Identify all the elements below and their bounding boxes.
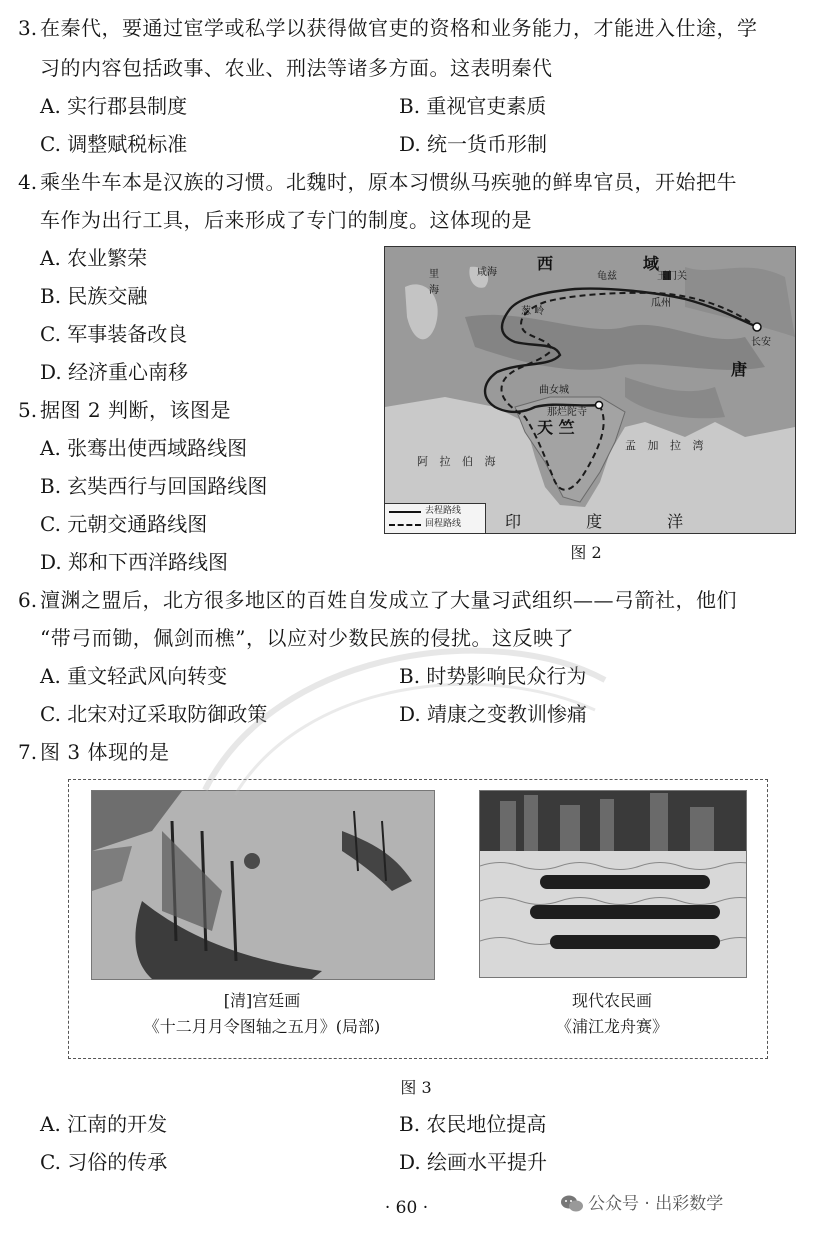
right-caption-line2: 《浦江龙舟赛》 xyxy=(555,1017,668,1036)
legend-dashed-line-icon xyxy=(389,524,421,526)
q6-option-c[interactable]: C. 北宋对辽采取防御政策 xyxy=(40,702,268,726)
map-label-lihai: 里 xyxy=(429,269,439,280)
dragon-boat-palace-icon xyxy=(92,791,434,979)
map-label-quhecheng: 曲女城 xyxy=(539,385,569,396)
watermark-text: 公众号 · 出彩数学 xyxy=(588,1194,724,1214)
map-label-tianzhu: 天 竺 xyxy=(537,418,575,437)
q7-option-d[interactable]: D. 绘画水平提升 xyxy=(399,1150,548,1174)
left-caption-line2: 《十二月月令图轴之五月》(局部) xyxy=(143,1017,381,1036)
map-label-region: 域 xyxy=(643,254,660,273)
left-caption-line1: [清]宫廷画 xyxy=(223,991,301,1010)
stamp-watermark-icon xyxy=(195,590,615,800)
q3-option-c[interactable]: C. 调整赋税标准 xyxy=(40,132,188,156)
q7-number: 7. xyxy=(18,740,38,764)
q5-option-d[interactable]: D. 郑和下西洋路线图 xyxy=(40,550,229,574)
map-label-arabian-sea: 阿 拉 伯 海 xyxy=(417,455,500,468)
right-caption-line1: 现代农民画 xyxy=(571,991,652,1010)
legend-return: 回程路线 xyxy=(385,518,485,531)
map-label-yumenguan: 玉门关 xyxy=(657,271,687,282)
palace-painting-image xyxy=(91,790,435,980)
map-label-qiuci: 龟兹 xyxy=(597,271,617,282)
q4-option-a[interactable]: A. 农业繁荣 xyxy=(40,246,148,270)
q7-option-c[interactable]: C. 习俗的传承 xyxy=(40,1150,168,1174)
q7-option-a[interactable]: A. 江南的开发 xyxy=(40,1112,168,1136)
folk-painting-image xyxy=(479,790,747,978)
q6-option-a[interactable]: A. 重文轻武风向转变 xyxy=(40,664,228,688)
map-label-xianhai: 咸海 xyxy=(477,267,497,278)
map-label-tang: 唐 xyxy=(731,360,748,379)
figure3-frame xyxy=(68,779,768,1059)
map-label-guazhou: 瓜州 xyxy=(651,298,671,309)
q4-option-b[interactable]: B. 民族交融 xyxy=(40,284,148,308)
page-number: · 60 · xyxy=(384,1198,429,1218)
q5-option-c[interactable]: C. 元朝交通路线图 xyxy=(40,512,208,536)
map-label-bengal-bay: 孟 加 拉 湾 xyxy=(625,439,708,452)
map-label-nalanda: 那烂陀寺 xyxy=(547,407,587,418)
q4-number: 4. xyxy=(18,170,38,194)
wechat-icon xyxy=(560,1194,584,1214)
legend-outbound: 去程路线 xyxy=(385,505,485,518)
map-label-indian-ocean: 印 度 洋 xyxy=(505,512,714,531)
map-label-west: 西 xyxy=(537,254,554,273)
q4-option-d[interactable]: D. 经济重心南移 xyxy=(40,360,189,384)
q5-option-b[interactable]: B. 玄奘西行与回国路线图 xyxy=(40,474,268,498)
map-terrain xyxy=(385,247,795,533)
q3-option-d[interactable]: D. 统一货币形制 xyxy=(399,132,548,156)
wechat-watermark xyxy=(560,1189,723,1219)
map-label-lihai2: 海 xyxy=(429,285,439,296)
q6-number: 6. xyxy=(18,588,38,612)
map-legend xyxy=(385,503,486,533)
q4-option-c[interactable]: C. 军事装备改良 xyxy=(40,322,188,346)
route-map xyxy=(384,246,796,534)
map-label-changan: 长安 xyxy=(751,337,771,348)
q5-option-a[interactable]: A. 张骞出使西域路线图 xyxy=(40,436,248,460)
q6-option-b[interactable]: B. 时势影响民众行为 xyxy=(399,664,587,688)
q3-option-b[interactable]: B. 重视官吏素质 xyxy=(399,94,547,118)
figure3-caption: 图 3 xyxy=(400,1078,432,1097)
q5-number: 5. xyxy=(18,398,38,422)
dragon-boat-race-icon xyxy=(480,791,746,977)
map-label-congling: 葱 岭 xyxy=(521,306,545,317)
q3-number: 3. xyxy=(18,16,38,40)
q3-option-a[interactable]: A. 实行郡县制度 xyxy=(40,94,188,118)
q6-option-d[interactable]: D. 靖康之变教训惨痛 xyxy=(399,702,588,726)
map-caption: 图 2 xyxy=(570,543,602,562)
legend-solid-line-icon xyxy=(389,511,421,513)
q7-option-b[interactable]: B. 农民地位提高 xyxy=(399,1112,547,1136)
